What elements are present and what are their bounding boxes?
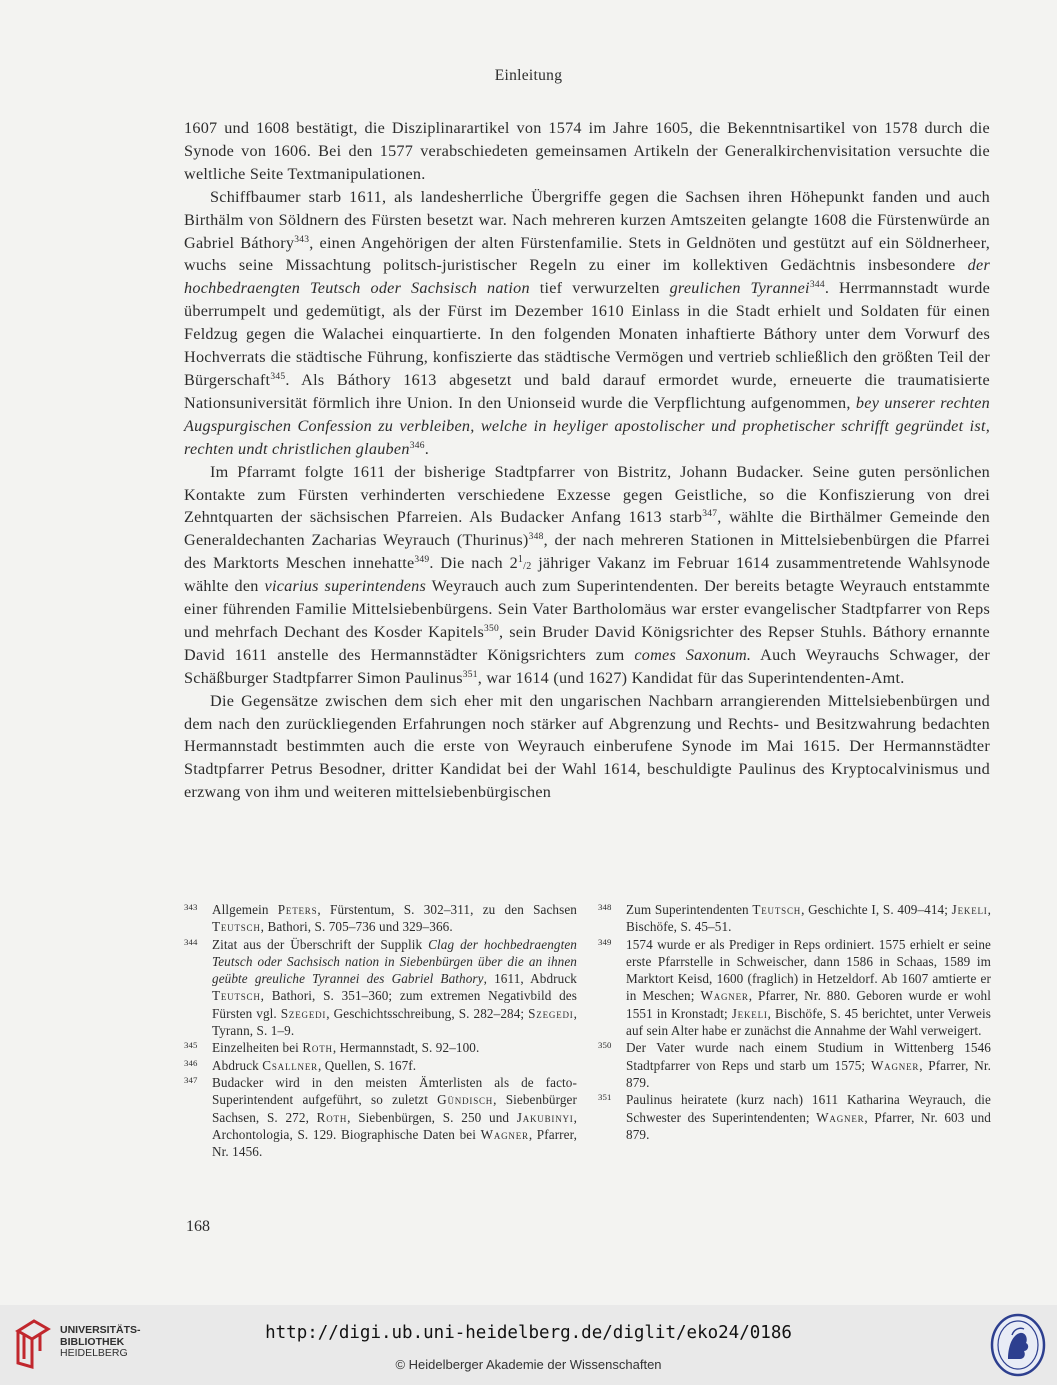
author-name: Szegedi	[280, 1005, 327, 1021]
text-run: , Bischöfe, S. 45–51.	[626, 902, 991, 935]
italic-quote: bey unserer rechten Augspurgischen Confession zu verbleiben, welche in heyliger apostolischer und prophetischer schrifft gegründet ist, rechten undt christlichen glauben	[184, 393, 990, 458]
text-run: , Bathori, S. 705–736 und 329–366.	[260, 919, 453, 935]
text-run: 1607 und 1608 bestätigt, die Disziplinarartikel von 1574 im Jahre 1605, die Bekenntnisartikel von 1578 durch die Synode von 1606. Bei den 1577 verabschiedeten gemeinsamen Artikeln der Generalkirchenvisitation versuchte die weltliche Seite Textmanipulationen.	[184, 119, 990, 183]
text-run: , wählte die Birthälmer Gemeinde den Generaldechanten Zacharias Weyrauch (Thurinus)	[184, 508, 990, 550]
text-run: , sein Bruder David Königsrichter des Repser Stuhls. Báthory ernannte David 1611 anstelle des Hermannstädter Königsrichters zum	[184, 622, 990, 664]
text-run: Zum Superintendenten	[626, 902, 753, 917]
footnote-ref[interactable]: 343	[294, 234, 310, 245]
text-run: Der Vater wurde nach einem Studium in Wittenberg 1546 Stadtpfarrer von Reps und starb um 1575;	[626, 1040, 991, 1073]
footnote-ref[interactable]: 347	[702, 509, 718, 520]
footnote-ref[interactable]: 351	[462, 669, 478, 680]
text-run: .	[424, 439, 429, 458]
author-name: Teutsch	[212, 919, 261, 935]
footnote-345	[184, 1039, 577, 1056]
text-run: , 1611, Abdruck	[483, 971, 577, 987]
text-run: Abdruck	[212, 1057, 263, 1073]
footnote-343	[184, 901, 577, 936]
digitization-footer	[0, 1305, 1057, 1385]
footnote-ref[interactable]: 345	[270, 371, 286, 382]
footnote-number: 350	[598, 1040, 612, 1051]
footnote-number: 349	[598, 936, 612, 947]
footnote-number: 346	[184, 1057, 198, 1068]
text-run: , Pfarrer, Nr. 880. Geboren wurde er wohl 1551 in Kronstadt;	[626, 988, 992, 1021]
text-run: Paulinus heiratete (kurz nach) 1611 Katharina Weyrauch, die Schwester des Superintendenten;	[626, 1092, 991, 1125]
paragraph-2	[184, 186, 990, 461]
text-run: , Archontologia, S. 129. Biographische Daten bei	[212, 1109, 577, 1142]
footnote-ref[interactable]: 348	[528, 532, 544, 543]
footnote-number: 347	[184, 1074, 198, 1085]
text-run: , einen Angehörigen der alten Fürstenfamilie. Stets in Geldnöten und gestützt auf ein Söldnerheer, wuchs seine Missachtung politsch-juristischer Regeln zu einer im kollektiven Gedächtnis insbesondere	[184, 233, 990, 275]
text-run: , Bischöfe, S. 45 berichtet, unter Verweis auf sein Alter habe er zunächst die Annahme der Wahl verweigert.	[626, 1005, 991, 1039]
author-name: Wagner	[700, 988, 749, 1004]
footnote-number: 343	[184, 902, 198, 912]
author-name: Teutsch	[752, 902, 802, 917]
permalink-url[interactable]: http://digi.ub.uni-heidelberg.de/diglit/eko24/0186	[265, 1323, 792, 1343]
main-text	[184, 117, 990, 804]
text-run: Schiffbaumer starb 1611, als landesherrliche Übergriffe gegen die Sachsen ihren Höhepunkt fanden und auch Birthälm von Söldnern des Fürsten besetzt war. Nach mehreren kurzen Amtszeiten gelangte 1608 die Fürstenwürde an Gabriel Báthory	[184, 187, 990, 252]
text-run: . Als Báthory 1613 abgesetzt und bald darauf ermordet wurde, erneuerte die traumatisierte Nationsuniversität förmlich ihre Union. In den Unionseid wurde die Verpflichtung aufgenommen,	[184, 370, 990, 412]
italic-term: comes Saxonum.	[634, 645, 752, 664]
text-run: Zitat aus der Überschrift der Supplik	[212, 936, 429, 952]
text-run: Allgemein	[212, 902, 278, 917]
page-number: 168	[186, 1218, 210, 1235]
text-run: , Pfarrer, Nr. 879.	[626, 1057, 991, 1090]
author-name: Jekeli	[731, 1005, 768, 1021]
running-head: Einleitung	[494, 67, 563, 84]
author-name: Wagner	[480, 1126, 529, 1142]
text-run: , Quellen, S. 167f.	[317, 1057, 417, 1073]
paragraph-3	[184, 461, 990, 690]
library-name-line: UNIVERSITÄTS-	[60, 1324, 141, 1336]
footnote-number: 351	[598, 1092, 612, 1103]
footnote-349	[598, 936, 991, 1040]
library-name-line: HEIDELBERG	[60, 1347, 128, 1359]
author-name: Gündisch	[437, 1092, 494, 1108]
text-run: , Bathori, S. 351–360; zum extremen Negativbild des Fürsten vgl.	[212, 988, 577, 1021]
author-name: Peters	[277, 902, 318, 917]
author-name: Jakubinyi	[516, 1109, 574, 1125]
footnote-ref[interactable]: 344	[809, 280, 825, 291]
footnote-ref[interactable]: 350	[484, 623, 500, 634]
text-run: . Die nach 2	[429, 554, 518, 573]
italic-quote: der hochbedraengten Teutsch oder Sachsisch nation	[184, 256, 990, 298]
footnote-ref[interactable]: 346	[409, 440, 425, 451]
text-run: Einzelheiten bei	[212, 1040, 303, 1056]
text-run: , Geschichtsschreibung, S. 282–284;	[326, 1005, 529, 1021]
text-run: jähriger Vakanz im Februar 1614 zusammentretende Wahlsynode wählte den	[184, 554, 990, 596]
text-run: Weyrauch auch zum Superintendenten. Der bereits betagte Weyrauch entstammte einer führenden Familie Mittelsiebenbürgens. Sein Vater Bartholomäus war erster evangelischer Stadtpfarrer von Reps und mehrfach Dechant des Kosder Kapitels	[184, 577, 990, 641]
text-run: , Tyrann, S. 1–9.	[212, 1005, 578, 1039]
text-run: Budacker wird in den meisten Ämterlisten als de facto-Superintendent aufgeführt, so zuletzt	[212, 1074, 577, 1108]
footnotes-right-column	[598, 901, 991, 1143]
italic-quote: greulichen Tyrannei	[669, 279, 810, 298]
text-run: , war 1614 (und 1627) Kandidat für das Superintendenten-Amt.	[477, 668, 905, 687]
text-run: , Siebenbürgen, S. 250 und	[347, 1109, 517, 1125]
footnote-ref[interactable]: 349	[414, 555, 430, 566]
paragraph-1	[184, 117, 990, 186]
author-name: Wagner	[816, 1109, 865, 1125]
fraction-numerator: 1	[517, 554, 524, 566]
text-run: , der nach mehreren Stationen in Mittelsiebenbürgen die Pfarrei des Marktorts Meschen innehatte	[184, 531, 990, 573]
footnote-347	[184, 1074, 577, 1160]
text-run: Die Gegensätze zwischen dem sich eher mit den ungarischen Nachbarn arrangierenden Mittelsiebenbürgen und dem nach den zurückliegenden Erfahrungen noch stärker auf Abgrenzung und Rechts- und Besitzwahrung bedachten Hermannstadt bestimmten auch die erste von Weyrauch einberufene Synode im Mai 1615. Der Hermannstädter Stadtpfarrer Petrus Besodner, dritter Kandidat bei der Wahl 1614, beschuldigte Paulinus des Kryptocalvinismus und erzwang von ihm und weiteren mittelsiebenbürgischen	[184, 691, 990, 802]
paragraph-4	[184, 690, 990, 805]
text-run: , Pfarrer, Nr. 603 und 879.	[626, 1109, 991, 1142]
footnote-348	[598, 901, 991, 936]
author-name: Szegedi	[528, 1005, 574, 1021]
author-name: Teutsch	[212, 988, 261, 1004]
text-run: Im Pfarramt folgte 1611 der bisherige Stadtpfarrer von Bistritz, Johann Budacker. Seine guten persönlichen Kontakte zum Fürsten verhinderten verschiedene Exzesse gegen Geistliche, so die Konfiszierung von drei Zehntquarten der sächsischen Pfarreien. Als Budacker Anfang 1613 starb	[184, 462, 990, 527]
author-name: Csallner	[262, 1057, 318, 1073]
text-run: , Pfarrer, Nr. 1456.	[212, 1126, 577, 1160]
text-run: 1574 wurde er als Prediger in Reps ordiniert. 1575 erhielt er seine erste Pfarrstelle in Schweischer, dann 1586 in Schaas, 1589 im Marktort Keisd, 1600 (fraglich) in Hetzeldorf. Ab 1607 amtierte er in Meschen;	[626, 936, 991, 1004]
footnotes-left-column	[184, 901, 577, 1160]
footnote-number: 344	[184, 936, 198, 947]
author-name: Jekeli	[951, 902, 988, 917]
text-run: , Geschichte I, S. 409–414;	[801, 902, 952, 917]
text-run: tief verwurzelten	[529, 279, 670, 298]
text-run: , Hermannstadt, S. 92–100.	[332, 1040, 480, 1056]
footnote-number: 345	[184, 1040, 198, 1051]
library-name-line: BIBLIOTHEK	[60, 1335, 125, 1348]
fraction-denominator: /2	[523, 561, 532, 573]
footnote-346	[184, 1057, 577, 1074]
italic-title: Clag der hochbedraengten Teutsch oder Sachsisch nation in Siebenbürgen über die an ihnen geübte greuliche Tyrannei des Gabriel Bathory	[212, 936, 577, 987]
text-run: , Siebenbürger Sachsen, S. 272,	[212, 1092, 577, 1125]
author-name: Wagner	[870, 1057, 920, 1073]
author-name: Roth	[316, 1109, 348, 1125]
footnote-350	[598, 1039, 991, 1091]
italic-term: vicarius superintendens	[264, 577, 427, 596]
footnote-351	[598, 1091, 991, 1143]
academy-seal-icon	[990, 1313, 1046, 1377]
text-run: Auch Weyrauchs Schwager, der Schäßburger Stadtpfarrer Simon Paulinus	[184, 645, 990, 687]
footnote-number: 348	[598, 902, 612, 912]
footnote-344	[184, 936, 577, 1040]
copyright-notice: © Heidelberger Akademie der Wissenschaften	[395, 1357, 662, 1372]
text-run: , Fürstentum, S. 302–311, zu den Sachsen	[317, 902, 578, 917]
author-name: Roth	[302, 1040, 333, 1056]
text-run: . Herrmannstadt wurde überrumpelt und gedemütigt, als der Fürst im Dezember 1610 Einlass in die Stadt erhielt und Soldaten für einen Feldzug gegen die Walachei einquartierte. In den folgenden Monaten inhaftierte Báthory unter dem Vorwurf des Hochverrats die städtische Führung, konfiszierte das städtische Vermögen und vertrieb schließlich den größten Teil der Bürgerschaft	[184, 279, 990, 389]
